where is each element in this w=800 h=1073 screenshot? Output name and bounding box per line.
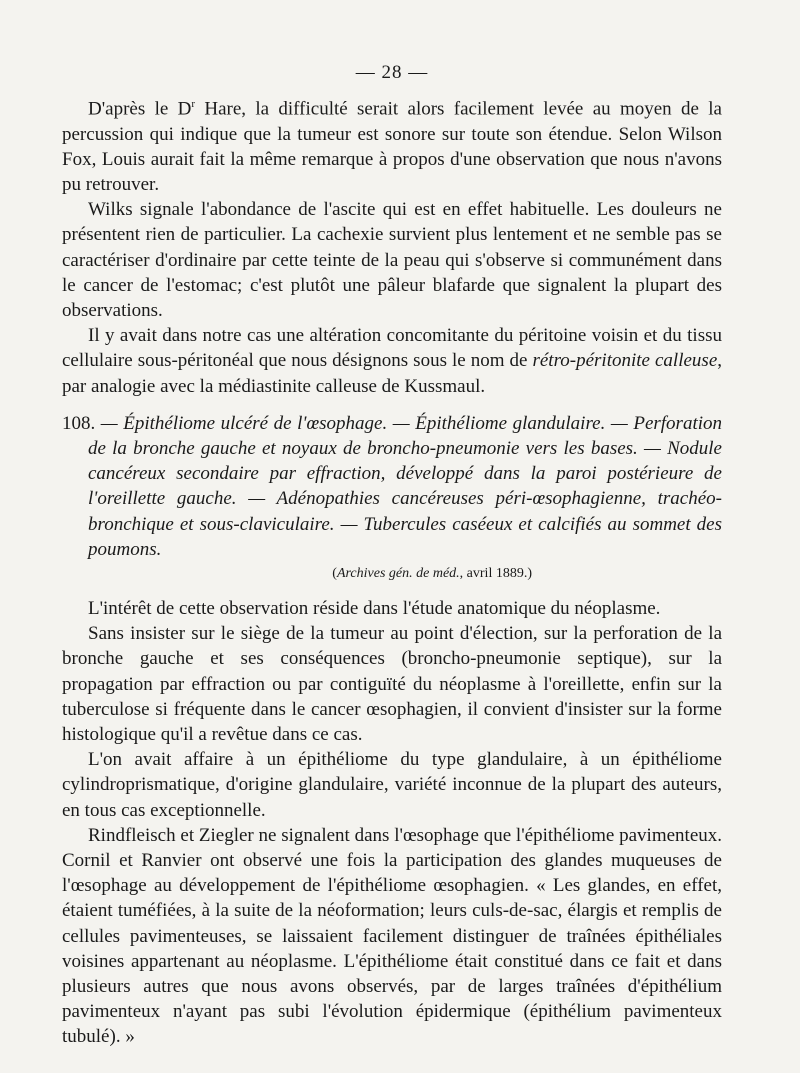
case-source: (Archives gén. de méd., avril 1889.) <box>332 565 532 581</box>
paragraph-peritoine: Il y avait dans notre cas une altération concomitante du péritoine voisin et du tissu cellulaire sous-péritonéal que nous désignons sous le nom de rétro-péritonite calleuse, par analogie avec la médiastinite calleuse de Kussmaul. <box>62 325 723 397</box>
paragraph-rindfleisch: Rindfleisch et Ziegler ne signalent dans l'œsophage que l'épithéliome pavimenteux. Cornil et Ranvier ont observé une fois la participation des glandes muqueuses de l'œsophage au développement de l'épithéliome œsophagien. « Les glandes, en effet, étaient tuméfiées, à la suite de la néoformation; leurs culs-de-sac, élargis et remplis de cellules pavimenteuses, se laissaient facilement distinguer de traînées épithéliales voisines appartenant au néoplasme. L'épithéliome était constitué dans ce fait et dans plusieurs autres que nous avons observés, par de larges traînées d'épithélium pavimenteux n'ayant pas subi l'évolution épidermique (épithélium pavimenteux tubulé). » <box>62 824 722 1048</box>
case-title: — Épithéliome ulcéré de l'œsophage. — Épithéliome glandulaire. — Perforation de la bronche gauche et noyaux de broncho-pneumonie vers les bases. — Nodule cancéreux secondaire par effraction, développé dans la paroi postérieure de l'oreillette gauche. — Adénopathies cancéreuses péri-œsophagienne, trachéo-bronchique et sous-claviculaire. — Tubercules caséeux et calcifiés au sommet des poumons. <box>88 412 722 560</box>
page-number: — 28 — <box>355 62 429 83</box>
paragraph-wilks: Wilks signale l'abondance de l'ascite qui est en effet habituelle. Les douleurs ne présentent rien de particulier. La cachexie survient plus lentement et ne semble pas se caractériser d'ordinaire par cette teinte de la peau qui s'observe si communément dans le cancer de l'estomac; c'est plutôt une pâleur blafarde que signalent la plupart des observations. <box>62 199 722 321</box>
paragraph-type-glandulaire: L'on avait affaire à un épithéliome du type glandulaire, à un épithéliome cylindroprismatique, d'origine glandulaire, variété inconnue de la plupart des auteurs, en tous cas exceptionnelle. <box>62 749 722 821</box>
case-number: 108. <box>62 412 96 434</box>
document-page <box>62 62 722 1050</box>
paragraph-siege: Sans insister sur le siège de la tumeur au point d'élection, sur la perforation de la bronche gauche et ses conséquences (broncho-pneumonie septique), sur la propagation par effraction ou par contiguïté du néoplasme à l'oreillette, enfin sur la tuberculose si fréquente dans le cancer œsophagien, il convient d'insister sur la forme histologique qu'il a revêtue dans ce cas. <box>62 623 722 745</box>
paragraph-interet: L'intérêt de cette observation réside dans l'étude anatomique du néoplasme. <box>88 597 661 619</box>
paragraph-hare: D'après le $D^r$ Hare, la difficulté serait alors facilement levée au moyen de la percussion qui indique que la tumeur est sonore sur toute son étendue. Selon Wilson Fox, Louis aurait fait la même remarque à propos d'une observation que nous n'avons pu retrouver. <box>62 98 722 195</box>
case-heading <box>62 411 722 562</box>
